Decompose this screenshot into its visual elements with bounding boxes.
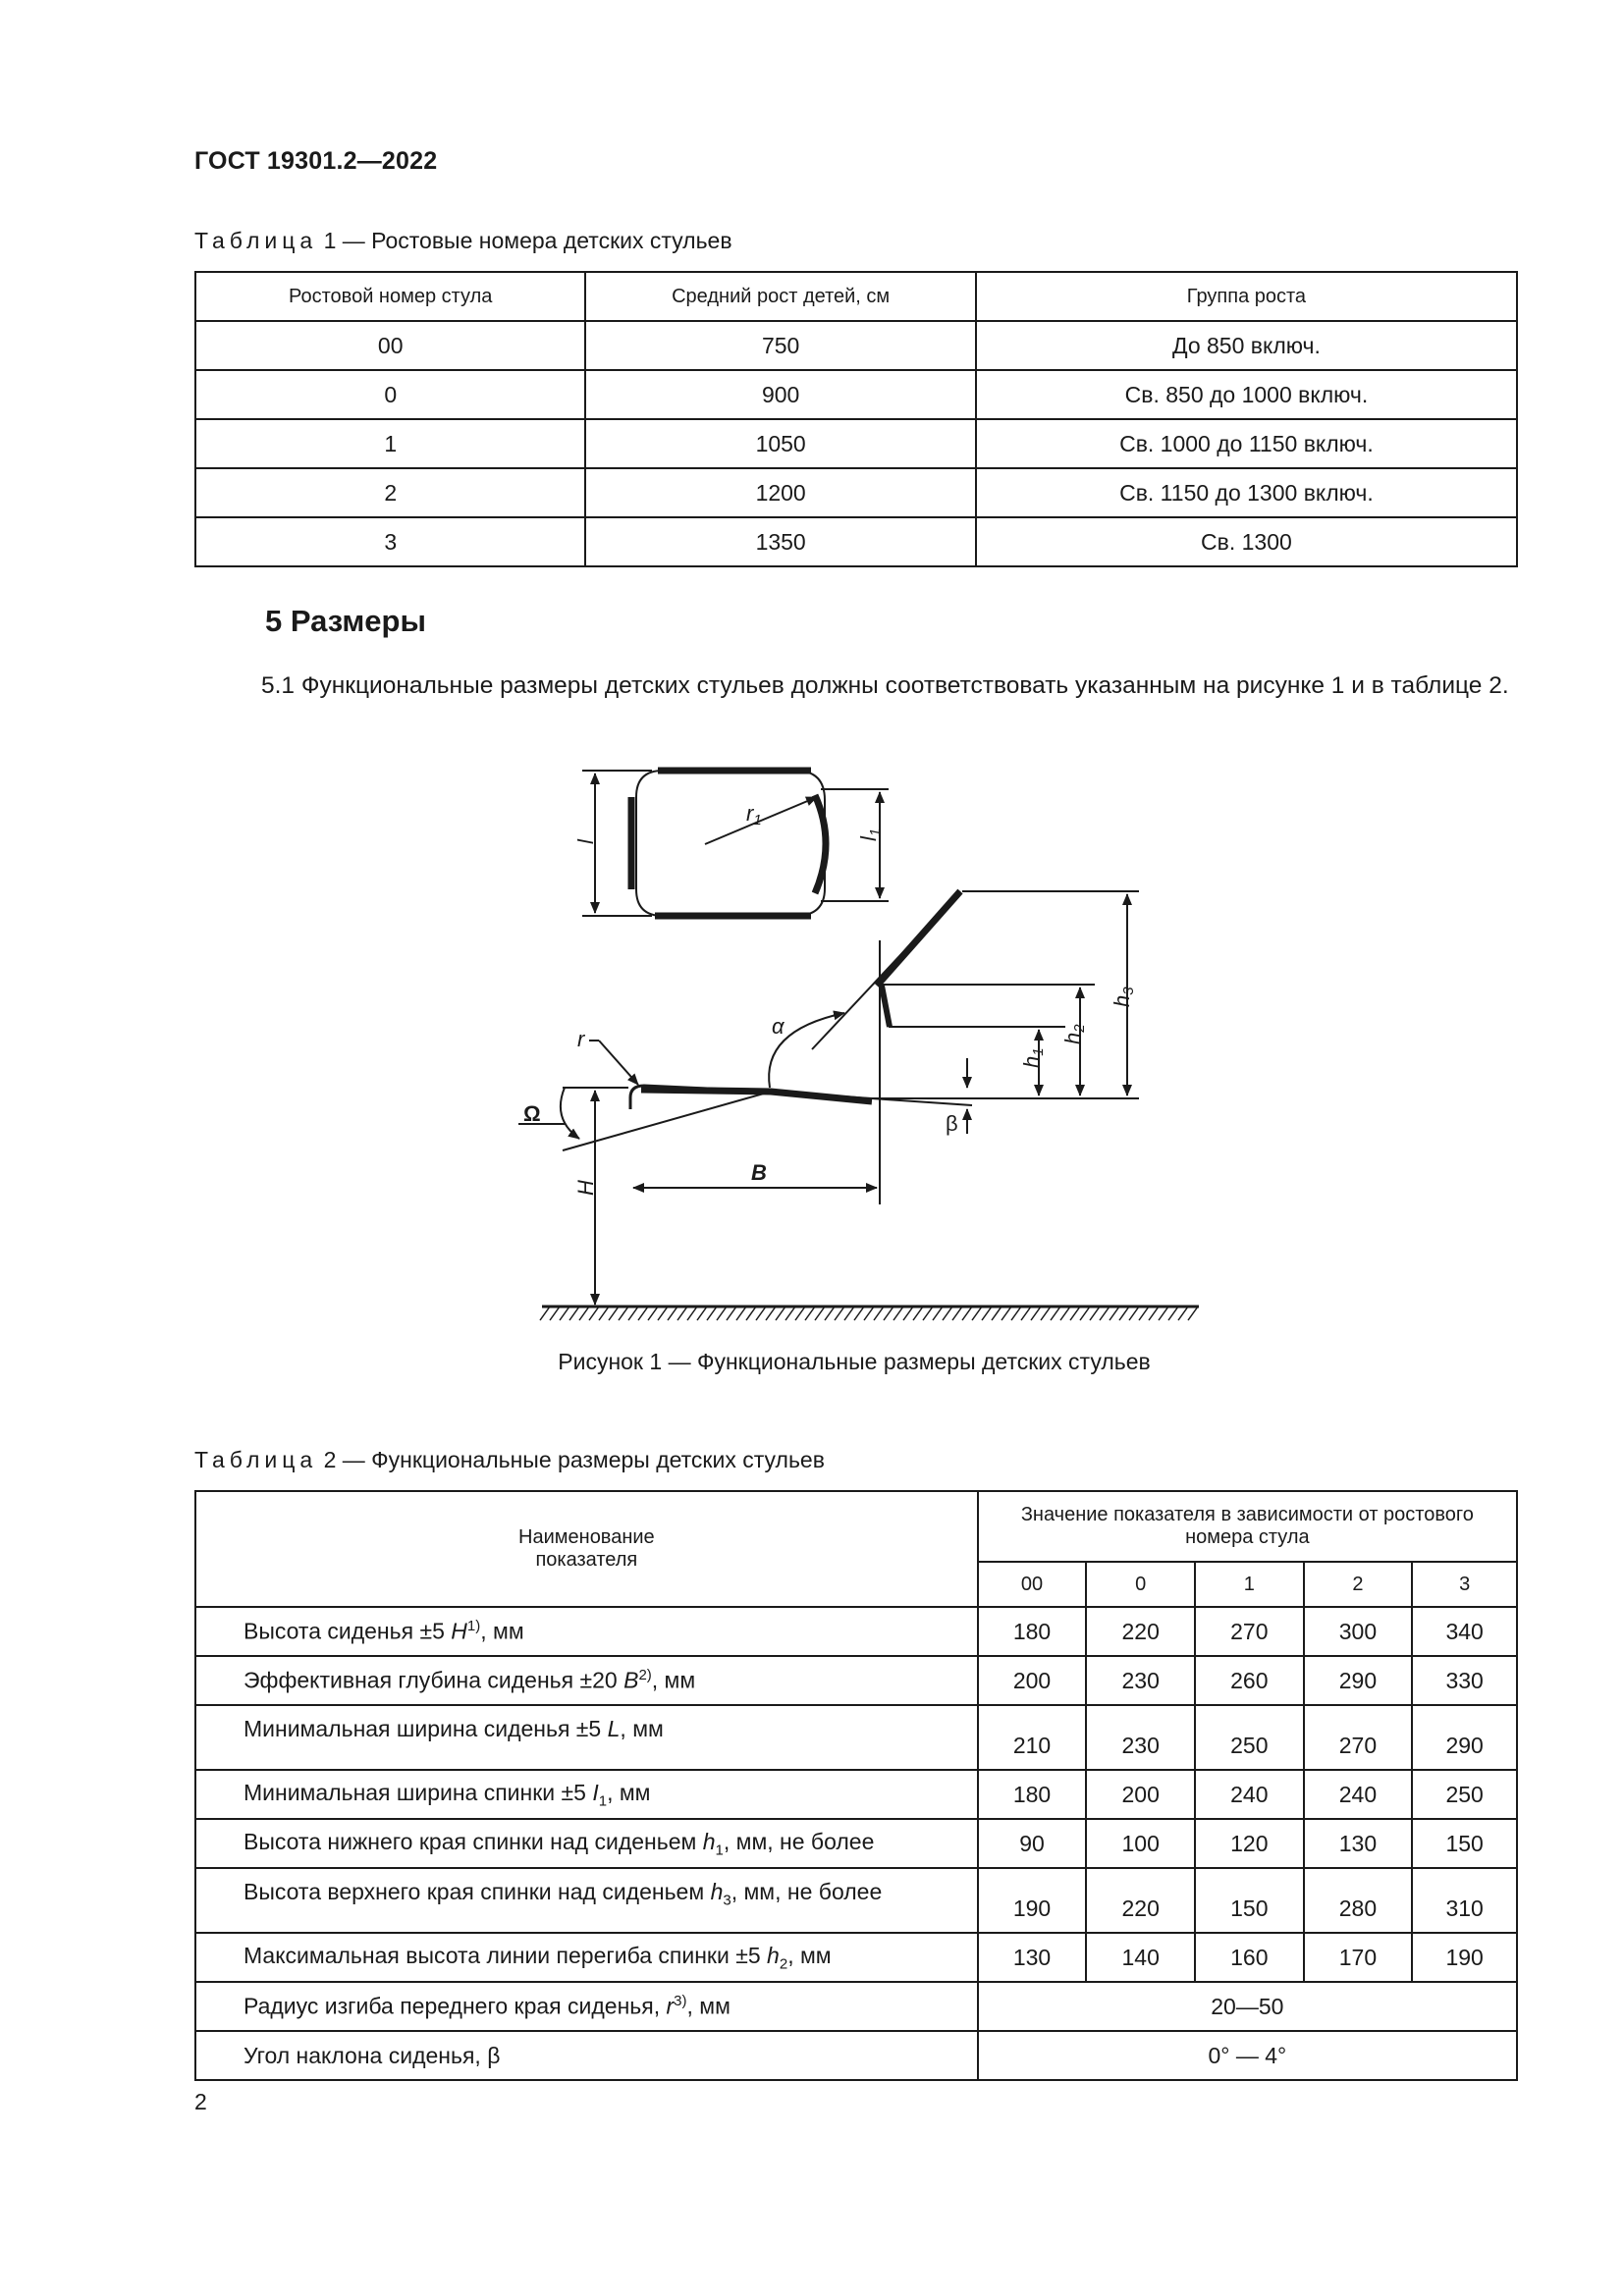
value-cell: 270: [1195, 1607, 1304, 1656]
section-paragraph: 5.1 Функциональные размеры детских стульев должны соответствовать указанным на рисунке 1 и в таблице 2.: [261, 672, 1509, 699]
table2-caption-prefix: Таблица: [194, 1447, 318, 1472]
value-cell: 90: [978, 1819, 1087, 1868]
hatch-line: [854, 1307, 864, 1320]
hatch-line: [1060, 1307, 1070, 1320]
label-alpha: α: [772, 1014, 785, 1039]
hatch-line: [825, 1307, 835, 1320]
hatch-line: [1080, 1307, 1090, 1320]
value-cell: 200: [1086, 1770, 1195, 1819]
table-cell: 1: [195, 419, 585, 468]
table-row: [195, 1982, 1517, 2031]
row-unit-text: , мм: [480, 1618, 524, 1644]
value-cell: 130: [978, 1933, 1087, 1982]
table-cell: Св. 1150 до 1300 включ.: [976, 468, 1517, 517]
row-name-cell: [195, 2031, 978, 2080]
table-row: [195, 1607, 1517, 1656]
value-cell: 210: [978, 1705, 1087, 1770]
row-symbol-subscript: 1: [598, 1792, 608, 1810]
hatch-line: [1129, 1307, 1139, 1320]
table1-header-cell: Группа роста: [976, 272, 1517, 321]
value-cell: 240: [1304, 1770, 1413, 1819]
row-name-text: Радиус изгиба переднего края сиденья,: [244, 1993, 667, 2019]
value-cell: 190: [978, 1868, 1087, 1933]
table-cell: 1200: [585, 468, 975, 517]
table-cell: 0: [195, 370, 585, 419]
hatch-line: [913, 1307, 923, 1320]
hatch-line: [579, 1307, 589, 1320]
table2-body: [195, 1607, 1517, 2080]
value-cell: 270: [1304, 1705, 1413, 1770]
value-cell: 300: [1304, 1607, 1413, 1656]
hatch-line: [619, 1307, 628, 1320]
value-cell: 260: [1195, 1656, 1304, 1705]
hatch-line: [540, 1307, 550, 1320]
hatch-line: [1110, 1307, 1119, 1320]
value-cell: 150: [1412, 1819, 1517, 1868]
size-col-header: 00: [978, 1562, 1087, 1607]
row-unit-text: , мм: [651, 1667, 696, 1693]
value-cell: 250: [1195, 1705, 1304, 1770]
hatch-line: [835, 1307, 844, 1320]
size-col-header: 2: [1304, 1562, 1413, 1607]
value-cell: 290: [1304, 1656, 1413, 1705]
value-cell: 170: [1304, 1933, 1413, 1982]
hatch-line: [864, 1307, 874, 1320]
table-row: [195, 1819, 1517, 1868]
hatch-line: [697, 1307, 707, 1320]
row-name-text: Высота сиденья ±5: [244, 1618, 452, 1644]
table-row: [195, 1933, 1517, 1982]
hatch-line: [1070, 1307, 1080, 1320]
hatch-line: [560, 1307, 569, 1320]
value-cell: 240: [1195, 1770, 1304, 1819]
row-name-text: Минимальная ширина спинки ±5: [244, 1779, 593, 1805]
row-name-text: Высота верхнего края спинки над сиденьем: [244, 1879, 711, 1904]
value-cell: 150: [1195, 1868, 1304, 1933]
hatch-line: [844, 1307, 854, 1320]
table2-header-row: [195, 1491, 1517, 1562]
value-cell: 140: [1086, 1933, 1195, 1982]
label-beta: β: [946, 1111, 958, 1136]
value-cell: 160: [1195, 1933, 1304, 1982]
hatch-line: [992, 1307, 1001, 1320]
table-2: [194, 1490, 1518, 2081]
row-symbol: β: [487, 2042, 501, 2068]
hatch-line: [658, 1307, 668, 1320]
value-cell: 200: [978, 1656, 1087, 1705]
hatch-line: [776, 1307, 785, 1320]
table-row: [195, 468, 1517, 517]
table-row: [195, 1770, 1517, 1819]
hatch-line: [628, 1307, 638, 1320]
table1-caption-text: 1 — Ростовые номера детских стульев: [317, 228, 732, 253]
label-omega: Ω: [523, 1101, 541, 1126]
value-cell: 100: [1086, 1819, 1195, 1868]
chair-side-view: [518, 891, 1199, 1307]
table-cell: 2: [195, 468, 585, 517]
size-col-header: 1: [1195, 1562, 1304, 1607]
table-row: [195, 1705, 1517, 1770]
row-symbol-subscript: 2: [779, 1955, 788, 1973]
hatch-line: [962, 1307, 972, 1320]
row-unit-text: , мм, не более: [723, 1828, 875, 1854]
table1-caption: [194, 228, 732, 254]
row-footnote-ref: 2): [638, 1667, 652, 1684]
table-row: [195, 321, 1517, 370]
hatch-line: [1051, 1307, 1060, 1320]
hatch-line: [1090, 1307, 1100, 1320]
hatch-line: [815, 1307, 825, 1320]
table-cell: 900: [585, 370, 975, 419]
row-symbol: B: [623, 1667, 639, 1693]
page-number: 2: [194, 2089, 207, 2114]
table-cell: Св. 1000 до 1150 включ.: [976, 419, 1517, 468]
row-symbol: h: [767, 1942, 780, 1968]
label-h2: h2: [1060, 1024, 1088, 1044]
table2-header-name: Наименование показателя: [195, 1491, 978, 1607]
table-cell: До 850 включ.: [976, 321, 1517, 370]
row-unit-text: , мм: [620, 1716, 664, 1741]
hatch-line: [943, 1307, 952, 1320]
row-name-cell: [195, 1819, 978, 1868]
hatch-line: [1021, 1307, 1031, 1320]
seat-top-view: [582, 771, 889, 916]
label-h3: h3: [1110, 987, 1137, 1007]
value-cell: 230: [1086, 1705, 1195, 1770]
hatch-line: [1188, 1307, 1198, 1320]
label-h1: h1: [1019, 1047, 1047, 1068]
hatch-line: [677, 1307, 687, 1320]
size-col-header: 3: [1412, 1562, 1517, 1607]
row-symbol: H: [451, 1618, 467, 1644]
hatch-line: [972, 1307, 982, 1320]
hatch-line: [1159, 1307, 1168, 1320]
value-cell: 190: [1412, 1933, 1517, 1982]
value-cell: 220: [1086, 1868, 1195, 1933]
table-row: [195, 419, 1517, 468]
value-cell: 120: [1195, 1819, 1304, 1868]
row-unit-text: , мм: [607, 1779, 651, 1805]
hatch-line: [599, 1307, 609, 1320]
hatch-line: [1001, 1307, 1011, 1320]
row-name-text: Эффективная глубина сиденья ±20: [244, 1667, 624, 1693]
value-cell: 280: [1304, 1868, 1413, 1933]
hatch-line: [1119, 1307, 1129, 1320]
hatch-line: [893, 1307, 903, 1320]
row-symbol: L: [607, 1716, 621, 1741]
value-cell: 180: [978, 1770, 1087, 1819]
table2-header-value: Значение показателя в зависимости от ростового номера стула: [978, 1491, 1517, 1562]
row-symbol: I: [592, 1779, 599, 1805]
hatch-line: [569, 1307, 579, 1320]
label-H: H: [573, 1180, 598, 1196]
hatch-line: [1011, 1307, 1021, 1320]
figure-caption: Рисунок 1 — Функциональные размеры детских стульев: [558, 1349, 1151, 1374]
label-r1: r1: [746, 801, 762, 828]
value-cell: 230: [1086, 1656, 1195, 1705]
section-title: 5 Размеры: [265, 604, 426, 638]
hatch-line: [933, 1307, 943, 1320]
hatch-line: [874, 1307, 884, 1320]
hatch-line: [609, 1307, 619, 1320]
row-name-cell: [195, 1607, 978, 1656]
hatch-line: [1031, 1307, 1041, 1320]
hatch-line: [952, 1307, 962, 1320]
document-header: ГОСТ 19301.2—2022: [194, 147, 438, 175]
table-row: [195, 1656, 1517, 1705]
table-row: [195, 517, 1517, 566]
table-row: [195, 2031, 1517, 2080]
hatch-line: [589, 1307, 599, 1320]
merged-value-cell: 20—50: [978, 1982, 1517, 2031]
hatch-line: [884, 1307, 893, 1320]
value-cell: 180: [978, 1607, 1087, 1656]
row-symbol: h: [710, 1879, 724, 1904]
table2-caption-text: 2 — Функциональные размеры детских стульев: [317, 1447, 825, 1472]
row-symbol: r: [666, 1993, 675, 2019]
hatch-line: [795, 1307, 805, 1320]
hatch-line: [668, 1307, 677, 1320]
floor-hatching: [540, 1307, 1198, 1320]
hatch-line: [746, 1307, 756, 1320]
table-cell: 00: [195, 321, 585, 370]
hatch-line: [1178, 1307, 1188, 1320]
hatch-line: [1100, 1307, 1110, 1320]
hatch-line: [766, 1307, 776, 1320]
hatch-line: [717, 1307, 727, 1320]
table1-header-cell: Ростовой номер стула: [195, 272, 585, 321]
table-cell: 750: [585, 321, 975, 370]
hatch-line: [638, 1307, 648, 1320]
hatch-line: [923, 1307, 933, 1320]
table-cell: Св. 1300: [976, 517, 1517, 566]
row-name-text: Высота нижнего края спинки над сиденьем: [244, 1828, 703, 1854]
hatch-line: [736, 1307, 746, 1320]
table-1: [194, 271, 1518, 567]
value-cell: 250: [1412, 1770, 1517, 1819]
row-name-cell: [195, 1656, 978, 1705]
value-cell: 220: [1086, 1607, 1195, 1656]
table-cell: 3: [195, 517, 585, 566]
row-unit-text: , мм: [787, 1942, 832, 1968]
label-r: r: [577, 1027, 585, 1051]
table-cell: 1350: [585, 517, 975, 566]
row-name-cell: [195, 1933, 978, 1982]
hatch-line: [648, 1307, 658, 1320]
table-row: [195, 1868, 1517, 1933]
row-unit-text: , мм: [686, 1993, 731, 2019]
hatch-line: [805, 1307, 815, 1320]
table1-caption-prefix: Таблица: [194, 228, 318, 253]
row-name-text: Максимальная высота линии перегиба спинки ±5: [244, 1942, 768, 1968]
table-row: [195, 370, 1517, 419]
hatch-line: [785, 1307, 795, 1320]
value-cell: 330: [1412, 1656, 1517, 1705]
table1-header-cell: Средний рост детей, см: [585, 272, 975, 321]
hatch-line: [687, 1307, 697, 1320]
value-cell: 290: [1412, 1705, 1517, 1770]
row-symbol-subscript: 3: [723, 1892, 731, 1909]
value-cell: 310: [1412, 1868, 1517, 1933]
table2-caption: [194, 1447, 825, 1473]
row-name-text: Угол наклона сиденья,: [244, 2042, 488, 2068]
row-unit-text: , мм, не более: [731, 1879, 883, 1904]
label-B: B: [751, 1160, 767, 1185]
hatch-line: [707, 1307, 717, 1320]
hatch-line: [1168, 1307, 1178, 1320]
value-cell: 130: [1304, 1819, 1413, 1868]
hatch-line: [756, 1307, 766, 1320]
row-name-cell: [195, 1868, 978, 1933]
row-symbol-subscript: 1: [715, 1842, 724, 1859]
label-l: l: [573, 839, 598, 844]
hatch-line: [903, 1307, 913, 1320]
row-footnote-ref: 1): [466, 1618, 481, 1635]
hatch-line: [550, 1307, 560, 1320]
table-cell: 1050: [585, 419, 975, 468]
row-name-cell: [195, 1982, 978, 2031]
row-name-cell: [195, 1705, 978, 1770]
merged-value-cell: 0° — 4°: [978, 2031, 1517, 2080]
hatch-line: [1139, 1307, 1149, 1320]
row-footnote-ref: 3): [674, 1993, 687, 2010]
hatch-line: [982, 1307, 992, 1320]
hatch-line: [727, 1307, 736, 1320]
row-name-cell: [195, 1770, 978, 1819]
row-symbol: h: [702, 1828, 716, 1854]
size-col-header: 0: [1086, 1562, 1195, 1607]
hatch-line: [1041, 1307, 1051, 1320]
table-cell: Св. 850 до 1000 включ.: [976, 370, 1517, 419]
hatch-line: [1149, 1307, 1159, 1320]
label-l1: l1: [856, 828, 884, 841]
row-name-text: Минимальная ширина сиденья ±5: [244, 1716, 608, 1741]
value-cell: 340: [1412, 1607, 1517, 1656]
table1-header-row: [195, 272, 1517, 321]
